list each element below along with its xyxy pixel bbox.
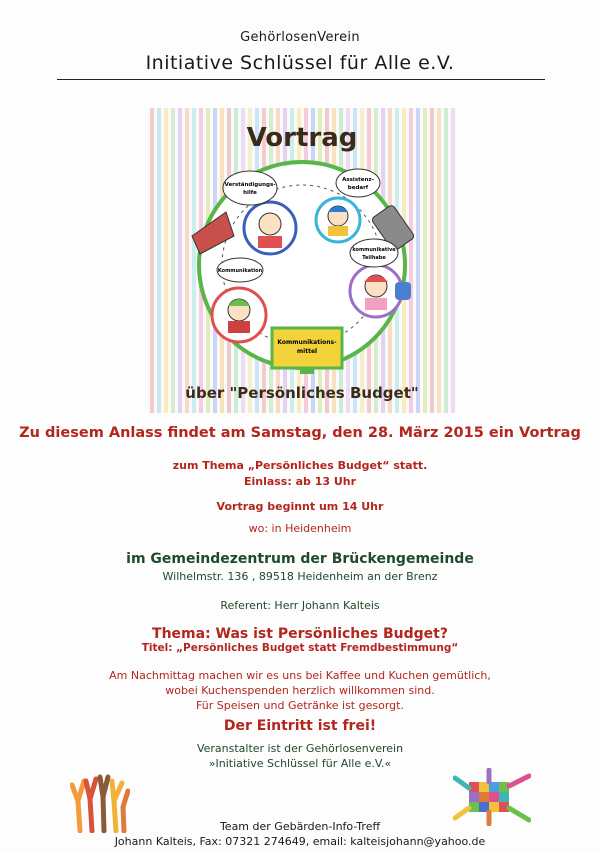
- afternoon-line-2: wobei Kuchenspenden herzlich willkommen sind.: [165, 684, 435, 697]
- monitor-graphic: [272, 328, 342, 374]
- svg-text:Kommunikations-: Kommunikations-: [277, 339, 337, 346]
- poster-graphic: [148, 108, 456, 413]
- bubble-verstaendigung: [223, 171, 277, 205]
- svg-text:bedarf: bedarf: [347, 185, 369, 191]
- poster-subtitle: über "Persönliches Budget": [185, 384, 419, 402]
- poster-svg: [148, 108, 456, 413]
- afternoon-line-3: Für Speisen und Getränke ist gesorgt.: [196, 699, 404, 712]
- event-location: wo: in Heidenheim: [248, 522, 352, 535]
- event-topic: zum Thema „Persönliches Budget“ statt.: [172, 459, 428, 472]
- organizer-line-2: »Initiative Schlüssel für Alle e.V.«: [208, 757, 392, 770]
- event-address: Wilhelmstr. 136 , 89518 Heidenheim an der Brenz: [162, 570, 438, 583]
- poster-title: Vortrag: [246, 123, 358, 153]
- event-venue: im Gemeindezentrum der Brückengemeinde: [126, 551, 474, 567]
- bubble-assistenz: [336, 169, 380, 197]
- event-titel: Titel: „Persönliches Budget statt Fremdbestimmung“: [141, 642, 459, 654]
- footer-team: Team der Gebärden-Info-Treff: [219, 820, 381, 833]
- organizer-line-1: Veranstalter ist der Gehörlosenverein: [196, 742, 404, 755]
- event-start: Vortrag beginnt um 14 Uhr: [216, 500, 384, 513]
- afternoon-line-1: Am Nachmittag machen wir es uns bei Kaffee und Kuchen gemütlich,: [109, 669, 491, 682]
- bubble-teilhabe: [350, 239, 398, 267]
- header-divider: [57, 79, 545, 80]
- svg-text:Verständigungs-: Verständigungs-: [224, 182, 276, 188]
- puzzle-hands-icon: [453, 768, 531, 826]
- svg-text:mittel: mittel: [296, 348, 318, 355]
- event-intro: Zu diesem Anlass findet am Samstag, den 28. März 2015 ein Vortrag: [19, 425, 581, 441]
- svg-text:kommunikative: kommunikative: [352, 247, 396, 253]
- thumb-graphic: [395, 282, 411, 300]
- svg-text:hilfe: hilfe: [243, 190, 257, 196]
- event-thema: Thema: Was ist Persönliches Budget?: [152, 626, 448, 642]
- admission-free: Der Eintritt ist frei!: [223, 718, 377, 734]
- footer-contact: Johann Kalteis, Fax: 07321 274649, email: kalteisjohann@yahoo.de: [114, 835, 486, 848]
- bubble-kommunikation: [217, 258, 263, 282]
- organization-type: GehörlosenVerein: [240, 30, 360, 45]
- event-speaker: Referent: Herr Johann Kalteis: [220, 599, 380, 612]
- svg-text:Teilhabe: Teilhabe: [362, 255, 386, 261]
- organization-name: Initiative Schlüssel für Alle e.V.: [145, 52, 455, 74]
- svg-text:Kommunikation: Kommunikation: [217, 268, 263, 274]
- event-admission: Einlass: ab 13 Uhr: [243, 475, 357, 488]
- svg-text:Assistenz-: Assistenz-: [342, 177, 374, 183]
